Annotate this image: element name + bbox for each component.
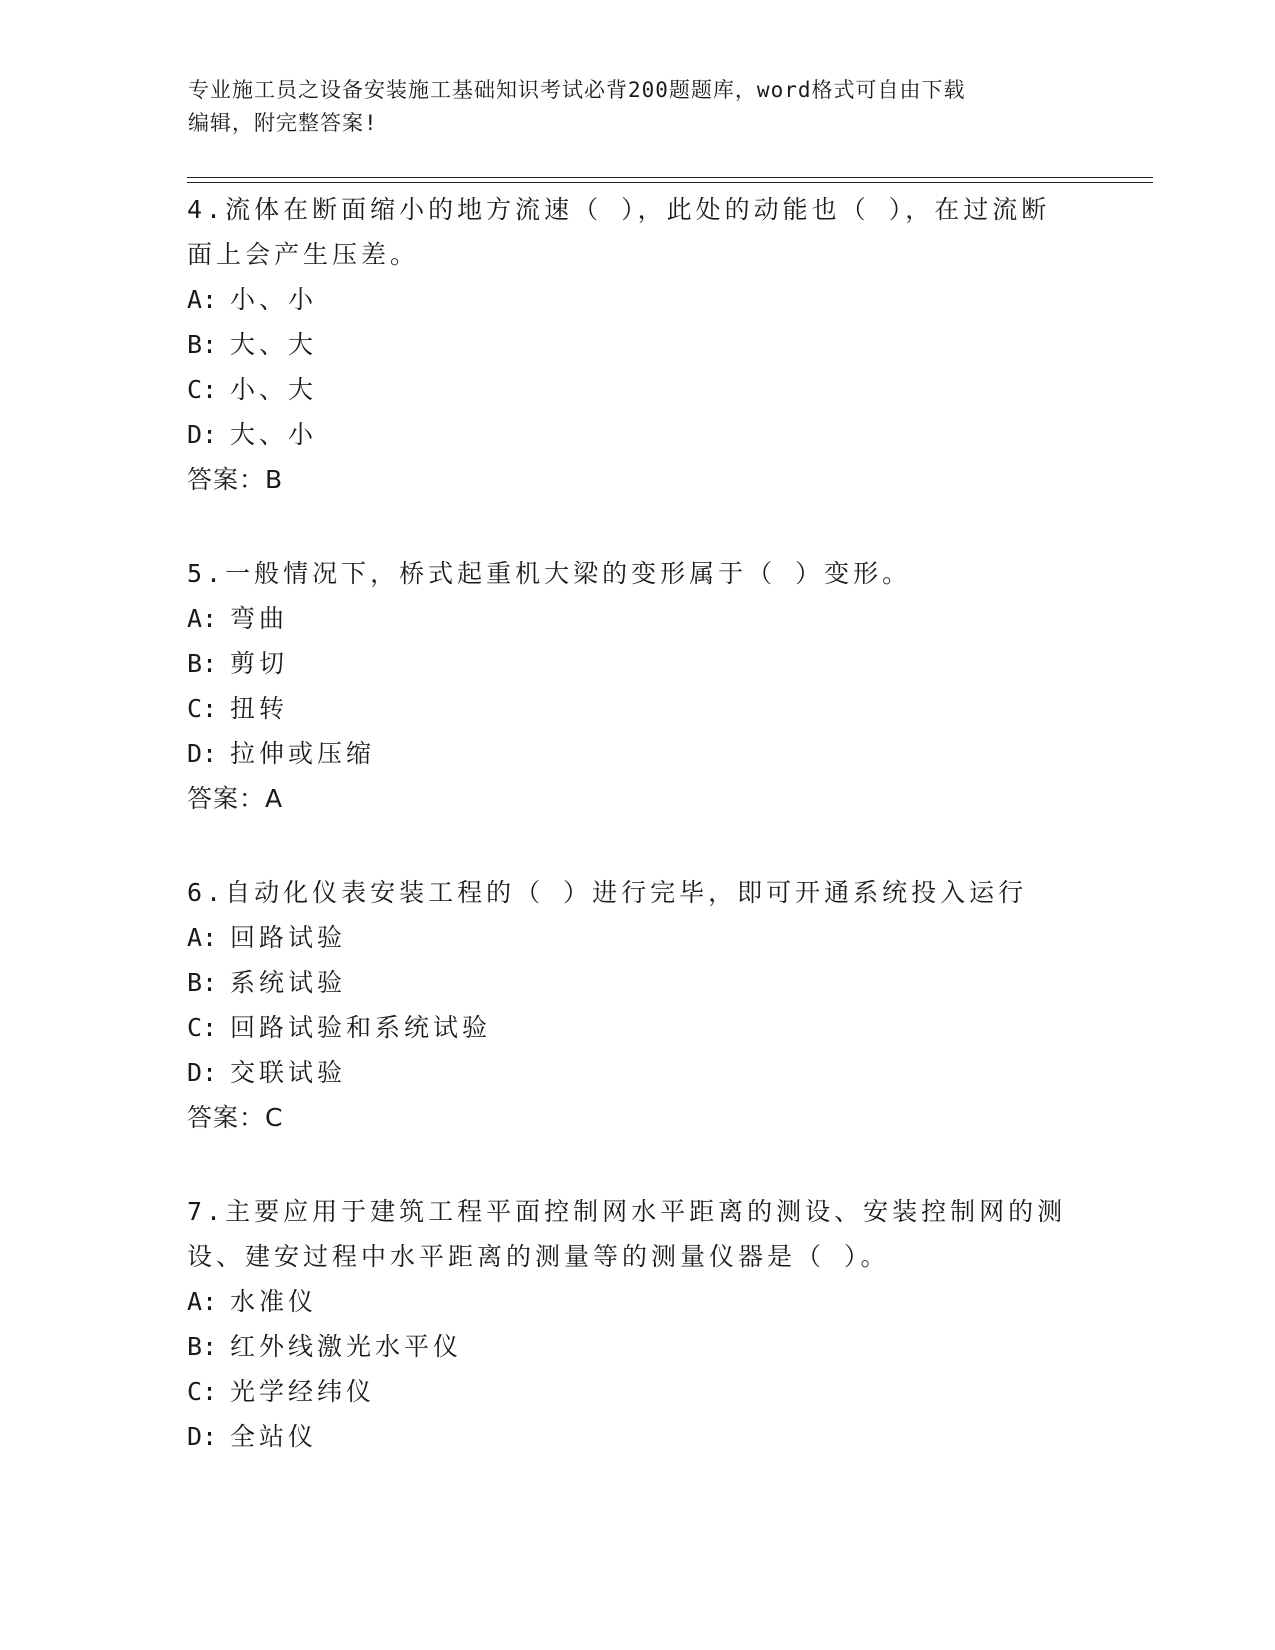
option-letter: A: — [187, 923, 218, 952]
option-text: 全站仪 — [230, 1422, 318, 1451]
option-text: 回路试验 — [230, 923, 347, 952]
option-letter: A: — [187, 285, 218, 314]
option-a — [187, 915, 1067, 960]
option-text: 光学经纬仪 — [230, 1377, 376, 1406]
option-letter: B: — [187, 968, 218, 997]
document-header — [188, 74, 1068, 140]
answer-line: 答案：B — [187, 465, 284, 494]
question-5 — [187, 551, 1067, 821]
option-a — [187, 1279, 1067, 1324]
question-6 — [187, 870, 1067, 1140]
option-text: 扭转 — [230, 694, 289, 723]
option-letter: A: — [187, 604, 218, 633]
option-text: 弯曲 — [230, 604, 289, 633]
question-stem: 4.流体在断面缩小的地方流速（ ），此处的动能也（ ），在过流断 — [187, 195, 1051, 224]
option-d — [187, 1414, 1067, 1459]
header-divider-top — [187, 177, 1153, 178]
option-d — [187, 412, 1067, 457]
option-letter: C: — [187, 1013, 218, 1042]
option-text: 水准仪 — [230, 1287, 318, 1316]
option-b — [187, 322, 1067, 367]
option-text: 大、小 — [230, 420, 318, 449]
option-letter: C: — [187, 694, 218, 723]
option-text: 红外线激光水平仪 — [230, 1332, 463, 1361]
option-text: 小、小 — [230, 285, 318, 314]
option-letter: C: — [187, 1377, 218, 1406]
answer-line: 答案：C — [187, 1103, 284, 1132]
question-4 — [187, 187, 1067, 502]
option-c — [187, 1005, 1067, 1050]
option-b — [187, 1324, 1067, 1369]
option-text: 拉伸或压缩 — [230, 739, 376, 768]
option-text: 回路试验和系统试验 — [230, 1013, 492, 1042]
header-divider-bottom — [187, 182, 1153, 183]
option-c — [187, 686, 1067, 731]
question-stem: 6.自动化仪表安装工程的（ ）进行完毕，即可开通系统投入运行 — [187, 878, 1028, 907]
option-d — [187, 731, 1067, 776]
question-stem: 7.主要应用于建筑工程平面控制网水平距离的测设、安装控制网的测 — [187, 1197, 1067, 1226]
option-letter: B: — [187, 1332, 218, 1361]
question-stem-continued: 面上会产生压差。 — [187, 240, 420, 269]
option-c — [187, 1369, 1067, 1414]
option-letter: D: — [187, 420, 218, 449]
option-c — [187, 367, 1067, 412]
option-letter: A: — [187, 1287, 218, 1316]
question-7 — [187, 1189, 1067, 1459]
option-text: 小、大 — [230, 375, 318, 404]
question-stem-continued: 设、建安过程中水平距离的测量等的测量仪器是（ ）。 — [187, 1242, 890, 1271]
header-line-1: 专业施工员之设备安装施工基础知识考试必背200题题库，word格式可自由下载 — [188, 78, 966, 102]
answer-line: 答案：A — [187, 784, 284, 813]
option-b — [187, 960, 1067, 1005]
option-letter: D: — [187, 739, 218, 768]
option-letter: D: — [187, 1422, 218, 1451]
option-text: 交联试验 — [230, 1058, 347, 1087]
header-line-2: 编辑，附完整答案! — [188, 111, 378, 135]
option-text: 剪切 — [230, 649, 289, 678]
option-d — [187, 1050, 1067, 1095]
option-a — [187, 277, 1067, 322]
option-text: 大、大 — [230, 330, 318, 359]
option-letter: D: — [187, 1058, 218, 1087]
option-text: 系统试验 — [230, 968, 347, 997]
question-stem: 5.一般情况下，桥式起重机大梁的变形属于（ ）变形。 — [187, 559, 912, 588]
option-b — [187, 641, 1067, 686]
option-letter: B: — [187, 330, 218, 359]
option-a — [187, 596, 1067, 641]
option-letter: B: — [187, 649, 218, 678]
option-letter: C: — [187, 375, 218, 404]
